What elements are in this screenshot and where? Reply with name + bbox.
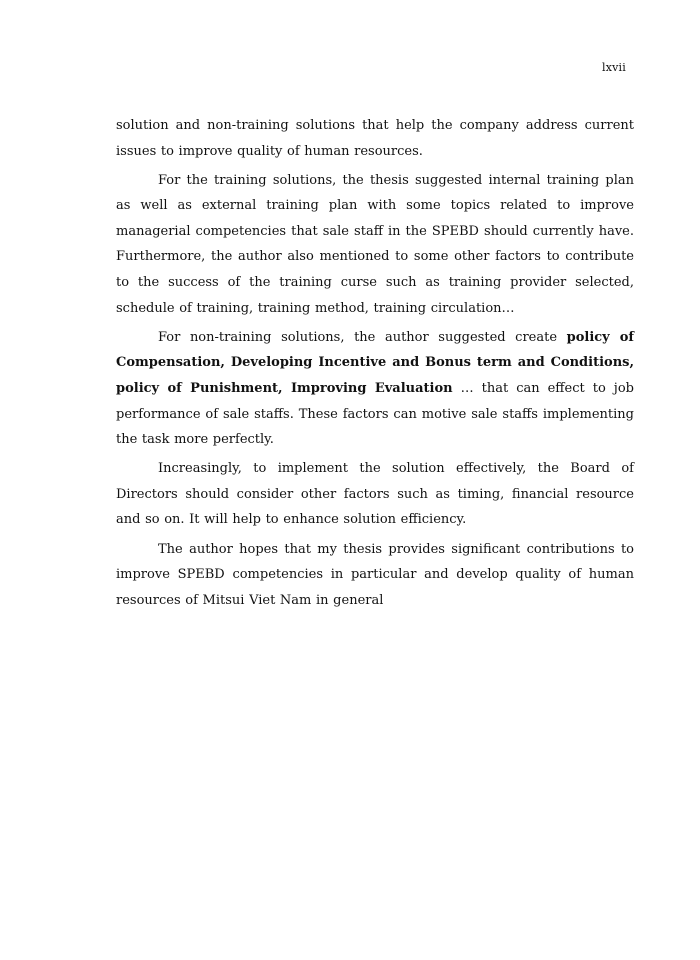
paragraph-non-training-rest: … that can effect to job performance of sale staffs. These factors can motive sale staffs implementing the task more perfectly. xyxy=(116,380,634,448)
paragraph-training-solutions: For the training solutions, the thesis suggested internal training plan as well as external training plan with some topics related to improve managerial competencies that sale staff in the SPEBD should currently have. Furthermore, the author also mentioned to some other factors to contribute to the success of the training curse such as training provider selected, schedule of training, training method, training circulation… xyxy=(116,172,634,316)
page-number: lxvii xyxy=(602,61,626,74)
paragraph-non-training-bold-terms: policy of Compensation, Developing Incentive and Bonus term and Conditions, policy of Punishment, Improving Evaluation xyxy=(116,329,634,396)
paragraph-implementation: Increasingly, to implement the solution effectively, the Board of Directors should consider other factors such as timing, financial resource and so on. It will help to enhance solution efficiency. xyxy=(116,461,634,528)
paragraph-non-training-solutions xyxy=(116,325,634,453)
paragraph-intro: solution and non-training solutions that help the company address current issues to improve quality of human resources. xyxy=(116,118,634,159)
paragraph-non-training-intro: For non-training solutions, the author suggested create xyxy=(158,329,567,345)
document-body xyxy=(116,113,634,617)
paragraph-conclusion: The author hopes that my thesis provides significant contributions to improve SPEBD competencies in particular and develop quality of human resources of Mitsui Viet Nam in general xyxy=(116,541,634,608)
